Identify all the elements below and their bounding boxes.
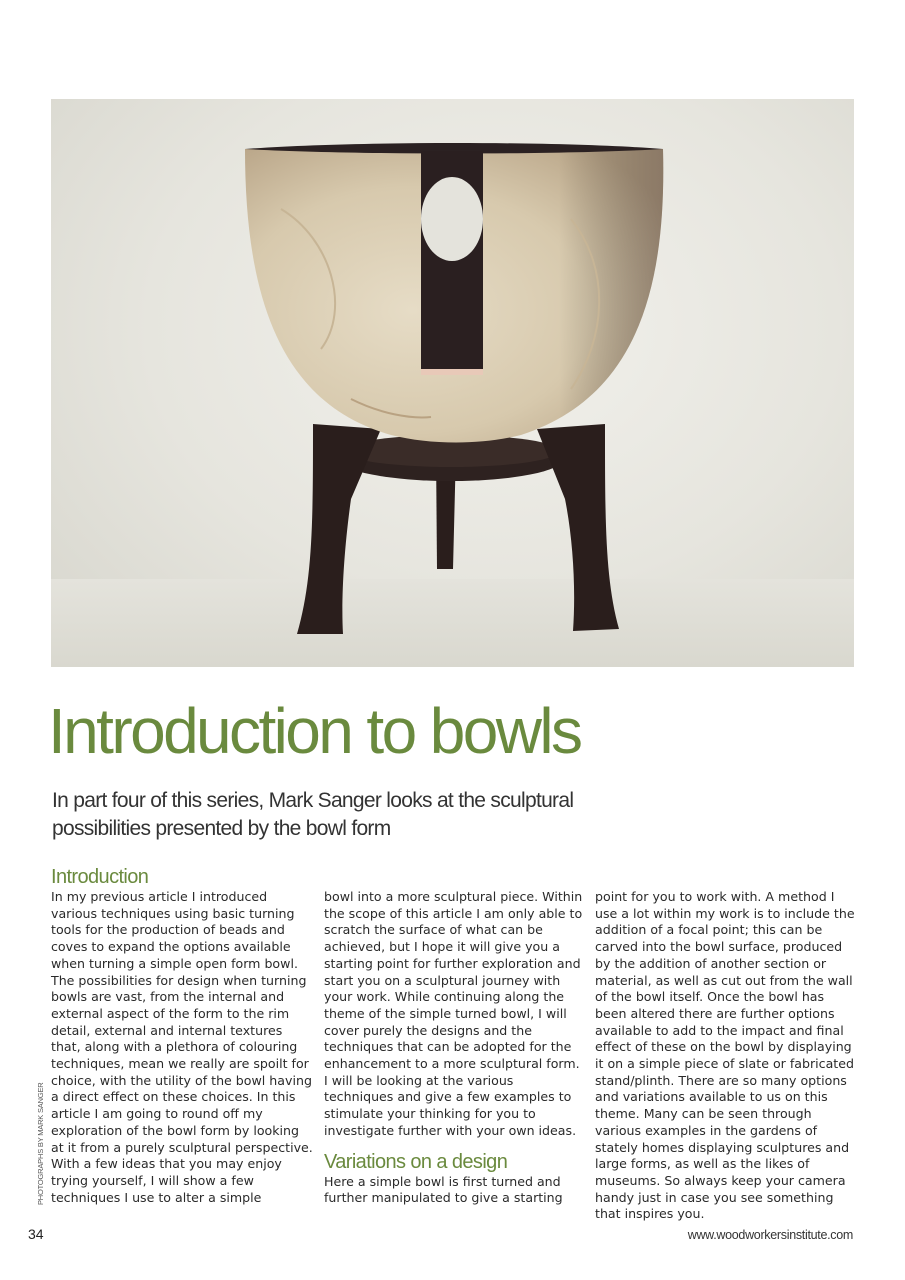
photo-credit: PHOTOGRAPHS BY MARK SANGER [36, 1082, 45, 1205]
website-url: www.woodworkersinstitute.com [687, 1228, 853, 1242]
section-heading-variations: Variations on a design [324, 1150, 508, 1173]
column-3 [595, 889, 857, 1223]
sculptural-bowl-on-stand-image [51, 99, 854, 667]
article-title: Introduction to bowls [48, 695, 581, 767]
body-text: Here a simple bowl is first turned and further manipulated to give a starting [324, 1173, 563, 1206]
section-heading-introduction: Introduction [51, 866, 149, 888]
body-text: bowl into a more sculptural piece. Within the scope of this article I am only able to scratch the surface of what can be achieved, but I hope it will give you a starting point for further exploration and start you on a sculptural journey with your work. While continuing along the theme of the simple turned bowl, I will cover purely the designs and the techniques that can be adopted for the enhancement to a more sculptural form. I will be looking at the various techniques and give a few examples to stimulate your thinking for you to investigate further with your own ideas. [324, 889, 583, 1138]
column-2 [324, 889, 586, 1207]
body-text: In my previous article I introduced various techniques using basic turning tools for the production of beads and coves to expand the options available when turning a simple open form bowl. The possibilities for design when turning bowls are vast, from the internal and external aspect of the form to the rim detail, external and internal textures that, along with a plethora of colouring techniques, mean we really are spoilt for choice, with the utility of the bowl having a direct effect on these choices. In this article I am going to round off my exploration of the bowl form by looking at it from a purely sculptural perspective. With a few ideas that you may enjoy trying yourself, I will show a few techniques I use to alter a simple [51, 889, 313, 1205]
page-number: 34 [28, 1226, 44, 1242]
body-text: point for you to work with. A method I use a lot within my work is to include the addition of a focal point; this can be carved into the bowl surface, produced by the addition of another section or material, as well as cut out from the wall of the bowl itself. Once the bowl has been altered there are further options available to add to the impact and final effect of these on the bowl by displaying it on a simple piece of slate or fabricated stand/plinth. There are so many options and variations available to us on this theme. Many can be seen through various examples in the gardens of stately homes displaying sculptures and large forms, as well as the likes of museums. So always keep your camera handy just in case you see something that inspires you. [595, 889, 855, 1222]
hero-photo [51, 99, 854, 667]
standfirst: In part four of this series, Mark Sanger looks at the sculptural possibilities presented by the bowl form [52, 789, 574, 840]
column-1 [51, 866, 313, 1206]
